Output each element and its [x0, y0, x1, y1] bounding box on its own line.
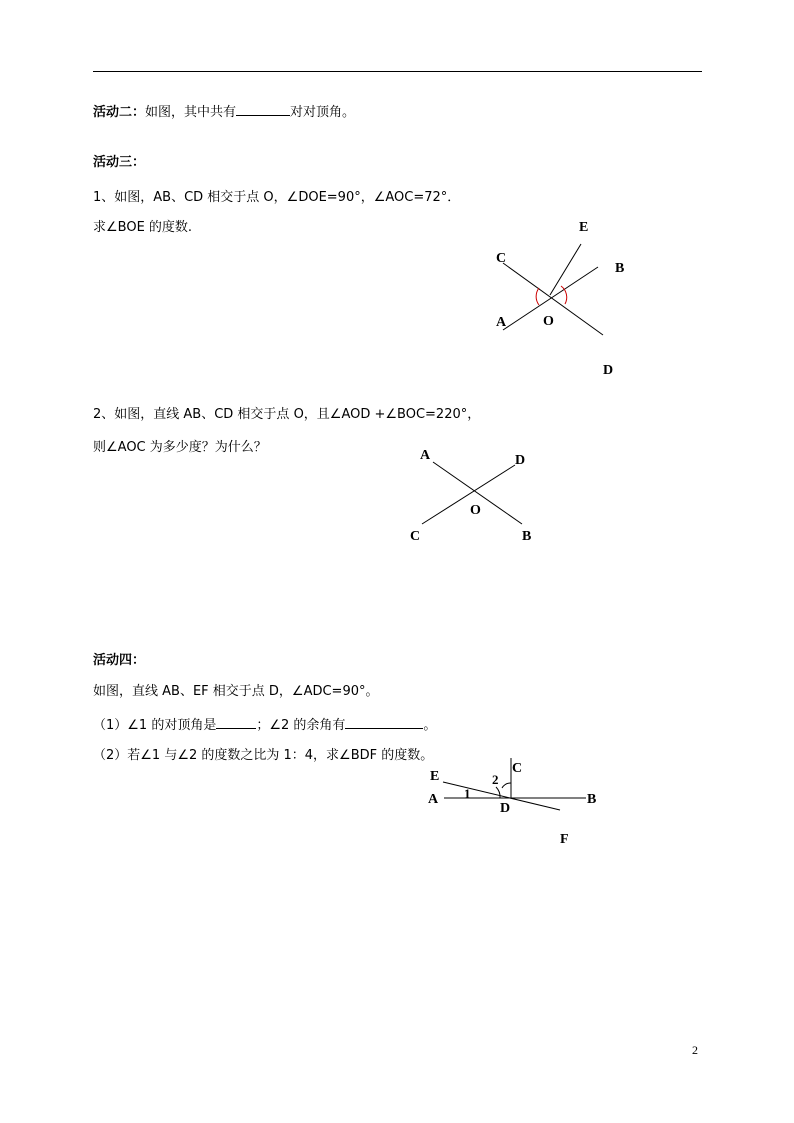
label-E: E	[430, 769, 440, 784]
activity2-line	[93, 103, 355, 121]
label-B: B	[615, 261, 625, 276]
activity3-heading: 活动三：	[93, 155, 146, 170]
activity2-text-before: 如图，其中共有	[145, 105, 237, 120]
label-O: O	[470, 503, 481, 518]
label-C: C	[496, 251, 507, 266]
label-D: D	[500, 801, 511, 816]
label-E: E	[579, 220, 589, 235]
ray-OE	[550, 244, 581, 295]
activity4-q1-blank1[interactable]	[216, 716, 256, 729]
label-B: B	[587, 792, 597, 807]
label-A: A	[428, 792, 439, 807]
page-number: 2	[692, 1043, 698, 1057]
activity4-q1-blank2[interactable]	[345, 716, 423, 729]
activity2-text-after: 对对顶角。	[290, 105, 356, 120]
activity4-q2: （2）若∠1 与∠2 的度数之比为 1：4，求∠BDF 的度数。	[93, 748, 434, 763]
angle-arc-1	[496, 787, 500, 798]
label-angle-1: 1	[464, 786, 471, 801]
activity3-q2-line1: 2、如图，直线 AB、CD 相交于点 O，且∠AOD +∠BOC=220°，	[93, 407, 481, 422]
label-O: O	[543, 314, 554, 329]
figure-2-intersecting-lines	[400, 440, 550, 550]
figure-1-intersecting-lines	[480, 210, 630, 385]
activity4-heading: 活动四：	[93, 653, 146, 668]
activity4-intro: 如图，直线 AB、EF 相交于点 D，∠ADC=90°。	[93, 684, 379, 699]
activity4-q1-part3: 。	[423, 718, 437, 733]
angle-arc-2	[502, 783, 511, 788]
activity4-q1	[93, 716, 436, 734]
activity3-q1-line1: 1、如图，AB、CD 相交于点 O，∠DOE=90°，∠AOC=72°．	[93, 190, 461, 205]
label-A: A	[420, 448, 431, 463]
activity2-heading: 活动二：	[93, 105, 146, 120]
activity4-q1-part2: ；∠2 的余角有	[256, 718, 346, 733]
header-rule	[93, 71, 702, 72]
label-angle-2: 2	[492, 772, 499, 787]
angle-arc-AOC	[536, 288, 539, 305]
label-F: F	[560, 832, 569, 847]
label-D: D	[603, 363, 614, 378]
label-C: C	[512, 761, 523, 776]
line-CD	[422, 465, 515, 524]
label-B: B	[522, 529, 532, 544]
figure-3-perpendicular-lines	[420, 750, 610, 850]
label-D: D	[515, 453, 526, 468]
label-A: A	[496, 315, 507, 330]
activity3-q2-line2: 则∠AOC 为多少度？为什么？	[93, 440, 267, 455]
activity2-answer-blank[interactable]	[236, 103, 290, 116]
activity4-q1-part1: （1）∠1 的对顶角是	[93, 718, 217, 733]
activity3-q1-line2: 求∠BOE 的度数.	[93, 220, 193, 235]
label-C: C	[410, 529, 421, 544]
